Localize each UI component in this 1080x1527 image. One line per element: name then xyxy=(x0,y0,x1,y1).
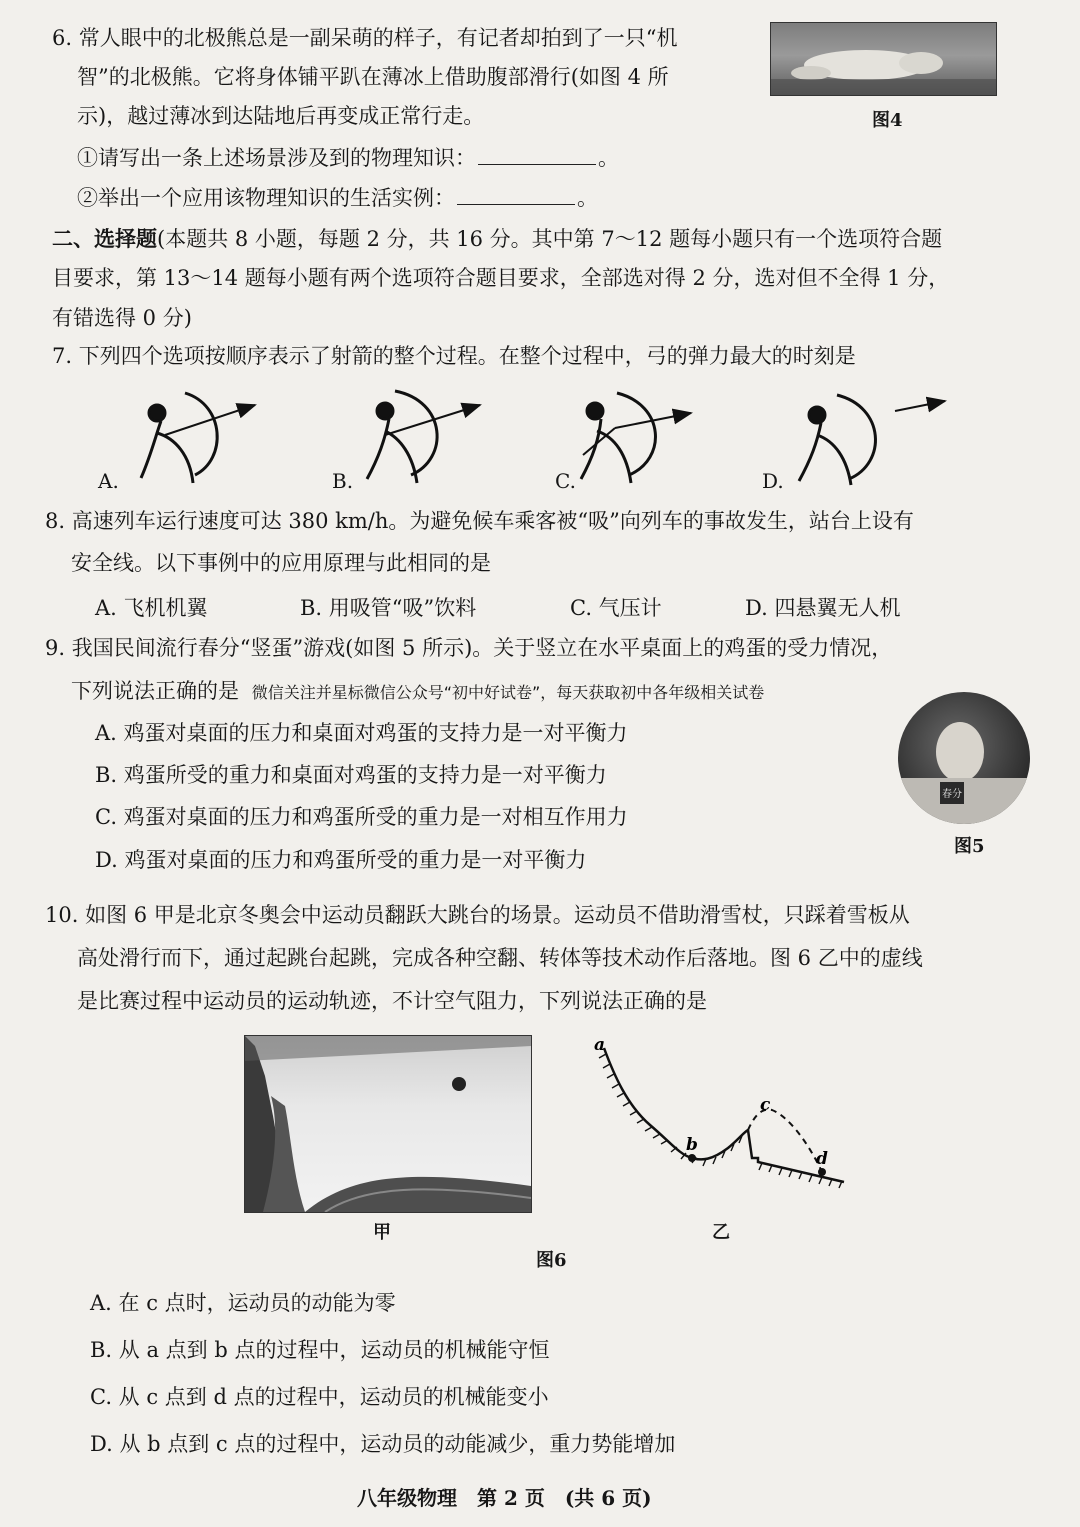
q9-option-b[interactable]: B. 鸡蛋所受的重力和桌面对鸡蛋的支持力是一对平衡力 xyxy=(95,763,607,787)
q10-line3: 是比赛过程中运动员的运动轨迹，不计空气阻力，下列说法正确的是 xyxy=(77,989,707,1013)
page-footer: 八年级物理 第 2 页 (共 6 页) xyxy=(357,1486,652,1510)
egg-image xyxy=(898,692,1030,824)
q7-option-d[interactable]: D. xyxy=(762,469,784,493)
q8-option-a[interactable]: A. 飞机机翼 xyxy=(95,596,208,620)
point-c-label: c xyxy=(760,1095,771,1115)
trajectory-diagram xyxy=(582,1030,852,1200)
answer-blank-2[interactable] xyxy=(457,184,575,205)
q6-period-2: 。 xyxy=(577,186,598,210)
point-a-label: a xyxy=(594,1035,606,1055)
q9-line2-text: 下列说法正确的是 xyxy=(71,679,239,703)
q8-option-b[interactable]: B. 用吸管“吸”饮料 xyxy=(300,596,477,620)
q7-option-b[interactable]: B. xyxy=(332,469,354,493)
q6-line2: 智”的北极熊。它将身体铺平趴在薄冰上借助腹部滑行(如图 4 所 xyxy=(77,65,669,89)
q6-sub1-prefix: ①请写出一条上述场景涉及到的物理知识： xyxy=(77,146,476,170)
q7-stem: 7. 下列四个选项按顺序表示了射箭的整个过程。在整个过程中，弓的弹力最大的时刻是 xyxy=(52,344,856,368)
egg-photo-label: 春分 xyxy=(942,789,962,800)
q10-option-b[interactable]: B. 从 a 点到 b 点的过程中，运动员的机械能守恒 xyxy=(90,1338,550,1362)
q10-option-c[interactable]: C. 从 c 点到 d 点的过程中，运动员的机械能变小 xyxy=(90,1385,549,1409)
q8-option-c[interactable]: C. 气压计 xyxy=(570,596,662,620)
point-d-marker xyxy=(818,1168,826,1176)
section2-title: 二、选择题 xyxy=(52,226,157,251)
section2-line3: 有错选得 0 分) xyxy=(52,306,192,330)
slope-surface xyxy=(604,1048,844,1182)
fig6-left-caption: 甲 xyxy=(373,1222,391,1243)
q9-option-d[interactable]: D. 鸡蛋对桌面的压力和鸡蛋所受的重力是一对平衡力 xyxy=(95,848,587,872)
q6-line1: 6. 常人眼中的北极熊总是一副呆萌的样子，有记者却拍到了一只“机 xyxy=(52,26,678,50)
fig6-right-caption: 乙 xyxy=(712,1222,730,1243)
q10-option-a[interactable]: A. 在 c 点时，运动员的动能为零 xyxy=(90,1291,396,1315)
egg-photo xyxy=(898,692,1030,824)
section2-line2: 目要求，第 13～14 题每小题有两个选项符合题目要求，全部选对得 2 分，选对但不全得 1 分， xyxy=(52,266,950,290)
section2-line1-rest: (本题共 8 小题，每题 2 分，共 16 分。其中第 7～12 题每小题只有一个选项符合题 xyxy=(157,227,943,251)
archery-figures xyxy=(95,383,995,498)
point-d-label: d xyxy=(816,1149,828,1169)
q9-line2 xyxy=(71,676,764,708)
q9-line1: 9. 我国民间流行春分“竖蛋”游戏(如图 5 所示)。关于竖立在水平桌面上的鸡蛋的受力情况， xyxy=(45,636,893,660)
q7-option-a[interactable]: A. xyxy=(98,469,119,493)
polar-bear-image xyxy=(771,23,996,95)
q6-sub2 xyxy=(77,183,598,213)
archer-b-figure xyxy=(367,391,480,483)
ski-jump-image xyxy=(245,1036,531,1212)
q6-sub2-prefix: ②举出一个应用该物理知识的生活实例： xyxy=(77,186,455,210)
q9-option-a[interactable]: A. 鸡蛋对桌面的压力和桌面对鸡蛋的支持力是一对平衡力 xyxy=(95,721,628,745)
answer-blank-1[interactable] xyxy=(478,144,596,165)
q7-option-c[interactable]: C. xyxy=(555,469,576,493)
q9-watermark: 微信关注并星标微信公众号“初中好试卷”，每天获取初中各年级相关试卷 xyxy=(251,683,765,702)
q9-option-c[interactable]: C. 鸡蛋对桌面的压力和鸡蛋所受的重力是一对相互作用力 xyxy=(95,805,628,829)
ground-hatching xyxy=(599,1054,842,1188)
q6-period-1: 。 xyxy=(598,146,619,170)
q10-option-d[interactable]: D. 从 b 点到 c 点的过程中，运动员的动能减少，重力势能增加 xyxy=(90,1432,676,1456)
q6-sub1 xyxy=(77,143,619,173)
fig5-caption: 图5 xyxy=(954,836,985,857)
fig4-caption: 图4 xyxy=(872,110,903,131)
q8-line1: 8. 高速列车运行速度可达 380 km/h。为避免候车乘客被“吸”向列车的事故发生，站台上设有 xyxy=(45,509,914,533)
fig6-caption: 图6 xyxy=(536,1250,567,1271)
q10-line1: 10. 如图 6 甲是北京冬奥会中运动员翻跃大跳台的场景。运动员不借助滑雪杖，只踩着雪板从 xyxy=(45,903,910,927)
archer-a-figure xyxy=(141,393,255,483)
ski-jump-photo xyxy=(244,1035,532,1213)
point-b-marker xyxy=(688,1154,696,1162)
point-b-label: b xyxy=(686,1135,698,1155)
section2-line1 xyxy=(52,224,942,254)
archer-d-figure xyxy=(799,395,945,485)
q8-line2: 安全线。以下事例中的应用原理与此相同的是 xyxy=(71,551,491,575)
archer-c-figure xyxy=(581,393,691,483)
q6-line3: 示)，越过薄冰到达陆地后再变成正常行走。 xyxy=(77,104,485,128)
q8-option-d[interactable]: D. 四悬翼无人机 xyxy=(745,596,901,620)
q10-line2: 高处滑行而下，通过起跳台起跳，完成各种空翻、转体等技术动作后落地。图 6 乙中的虚线 xyxy=(77,946,923,970)
polar-bear-photo xyxy=(770,22,997,96)
